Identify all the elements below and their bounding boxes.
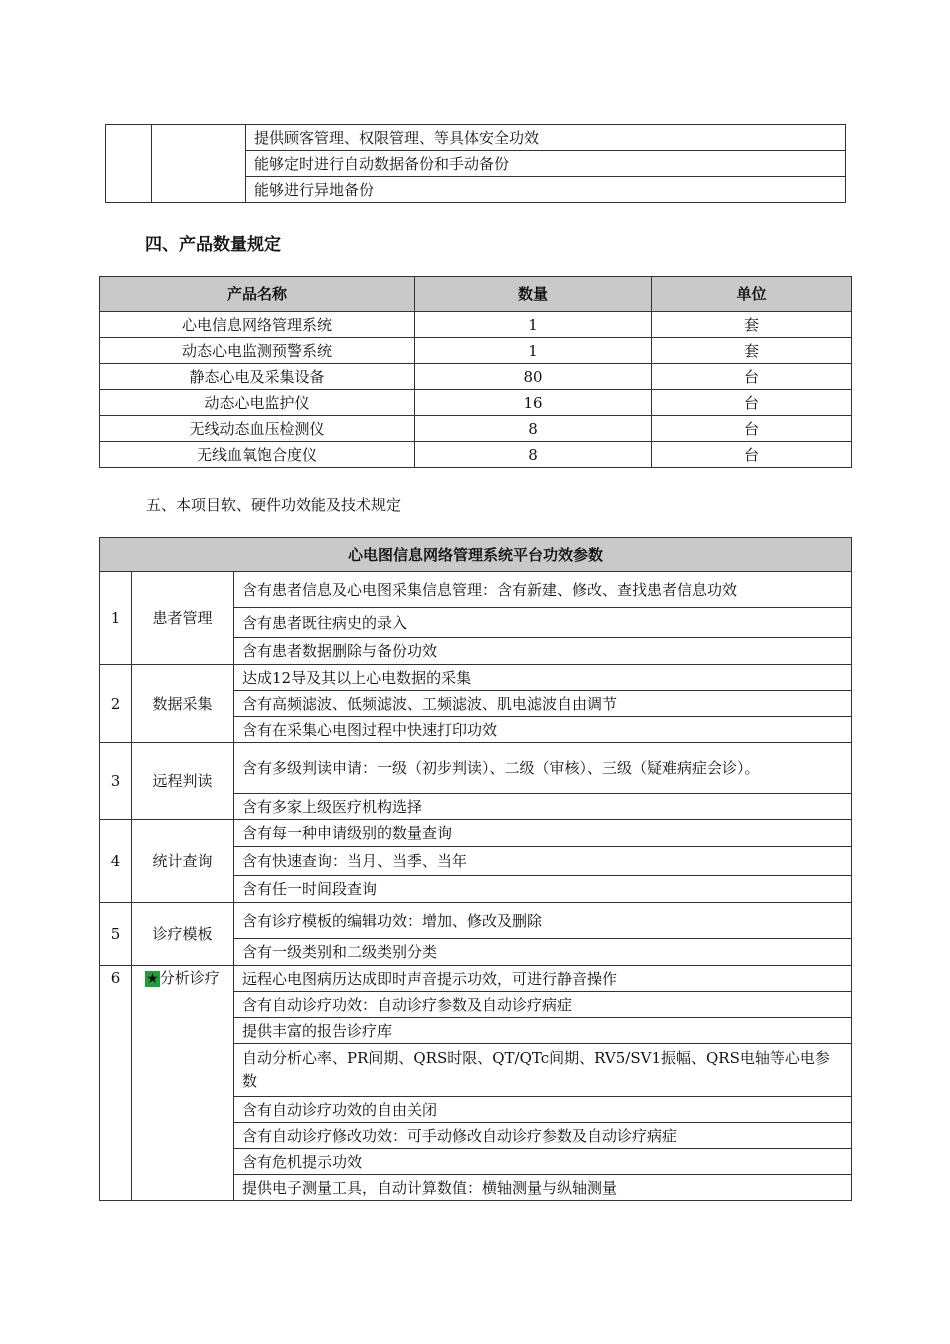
table-row [106, 125, 846, 151]
product-name: 动态心电监测预警系统 [100, 338, 415, 364]
group-category: 诊疗模板 [132, 903, 234, 966]
product-name: 静态心电及采集设备 [100, 364, 415, 390]
table-row [100, 364, 852, 390]
feature-item: 含有自动诊疗修改功效：可手动修改自动诊疗参数及自动诊疗病症 [234, 1123, 852, 1149]
table-row [100, 966, 852, 992]
group-number: 5 [100, 903, 132, 966]
column-header: 数量 [415, 277, 652, 312]
table-cell: 能够定时进行自动数据备份和手动备份 [246, 151, 846, 177]
feature-item: 含有患者既往病史的录入 [234, 608, 852, 638]
group-number: 6 [100, 966, 132, 1201]
function-parameter-table [99, 537, 852, 1201]
empty-cell [106, 125, 152, 203]
product-name: 无线动态血压检测仪 [100, 416, 415, 442]
feature-item: 含有快速查询：当月、当季、当年 [234, 847, 852, 876]
group-category: 分析诊疗 [159, 969, 220, 987]
unit: 套 [652, 338, 852, 364]
table-row [100, 390, 852, 416]
table-row [100, 820, 852, 847]
feature-item: 提供丰富的报告诊疗库 [234, 1018, 852, 1044]
table-row [100, 665, 852, 691]
unit: 台 [652, 416, 852, 442]
empty-cell [152, 125, 246, 203]
feature-item: 自动分析心率、PR间期、QRS时限、QT/QTc间期、RV5/SV1振幅、QRS电轴等心电参数 [234, 1044, 852, 1097]
feature-item: 含有高频滤波、低频滤波、工频滤波、肌电滤波自由调节 [234, 691, 852, 717]
unit: 台 [652, 390, 852, 416]
quantity: 1 [415, 338, 652, 364]
section-heading-quantity: 四、产品数量规定 [145, 235, 281, 255]
feature-item: 含有自动诊疗功效：自动诊疗参数及自动诊疗病症 [234, 992, 852, 1018]
group-category: 统计查询 [132, 820, 234, 903]
product-name: 无线血氧饱合度仪 [100, 442, 415, 468]
group-number: 1 [100, 572, 132, 665]
product-name: 动态心电监护仪 [100, 390, 415, 416]
feature-item: 含有任一时间段查询 [234, 876, 852, 903]
star-icon: ★ [146, 971, 159, 987]
feature-item: 含有自动诊疗功效的自由关闭 [234, 1097, 852, 1123]
feature-item: 含有一级类别和二级类别分类 [234, 939, 852, 966]
feature-item: 含有诊疗模板的编辑功效：增加、修改及删除 [234, 903, 852, 939]
unit: 套 [652, 312, 852, 338]
table-header-row [100, 277, 852, 312]
group-number: 4 [100, 820, 132, 903]
product-name: 心电信息网络管理系统 [100, 312, 415, 338]
feature-item: 含有患者数据删除与备份功效 [234, 638, 852, 665]
quantity: 80 [415, 364, 652, 390]
feature-item: 达成12导及其以上心电数据的采集 [234, 665, 852, 691]
feature-item: 含有危机提示功效 [234, 1149, 852, 1175]
unit: 台 [652, 442, 852, 468]
quantity: 8 [415, 416, 652, 442]
quantity: 8 [415, 442, 652, 468]
feature-item: 含有患者信息及心电图采集信息管理：含有新建、修改、查找患者信息功效 [234, 572, 852, 608]
group-category: 患者管理 [132, 572, 234, 665]
group-category: 数据采集 [132, 665, 234, 743]
group-category: 远程判读 [132, 743, 234, 820]
column-header: 单位 [652, 277, 852, 312]
feature-item: 含有在采集心电图过程中快速打印功效 [234, 717, 852, 743]
quantity-table [99, 276, 852, 468]
quantity: 16 [415, 390, 652, 416]
feature-item: 含有多家上级医疗机构选择 [234, 794, 852, 820]
unit: 台 [652, 364, 852, 390]
table-cell: 提供顾客管理、权限管理、等具体安全功效 [246, 125, 846, 151]
feature-item: 含有每一种申请级别的数量查询 [234, 820, 852, 847]
column-header: 产品名称 [100, 277, 415, 312]
table-row [100, 416, 852, 442]
table-row [100, 442, 852, 468]
table-row [100, 312, 852, 338]
table-row [100, 743, 852, 794]
table-cell: 能够进行异地备份 [246, 177, 846, 203]
quantity: 1 [415, 312, 652, 338]
group-category-cell [132, 966, 234, 1201]
table-row [100, 338, 852, 364]
table-row [100, 572, 852, 608]
table-row [100, 903, 852, 939]
section-heading-requirements: 五、本项目软、硬件功效能及技术规定 [146, 496, 402, 514]
top-partial-table [105, 124, 846, 203]
group-number: 3 [100, 743, 132, 820]
feature-item: 含有多级判读申请：一级（初步判读）、二级（审核）、三级（疑难病症会诊）。 [234, 743, 852, 794]
feature-item: 远程心电图病历达成即时声音提示功效，可进行静音操作 [234, 966, 852, 992]
table-title-row [100, 538, 852, 572]
table-title: 心电图信息网络管理系统平台功效参数 [100, 538, 852, 572]
feature-item: 提供电子测量工具，自动计算数值：横轴测量与纵轴测量 [234, 1175, 852, 1201]
group-number: 2 [100, 665, 132, 743]
